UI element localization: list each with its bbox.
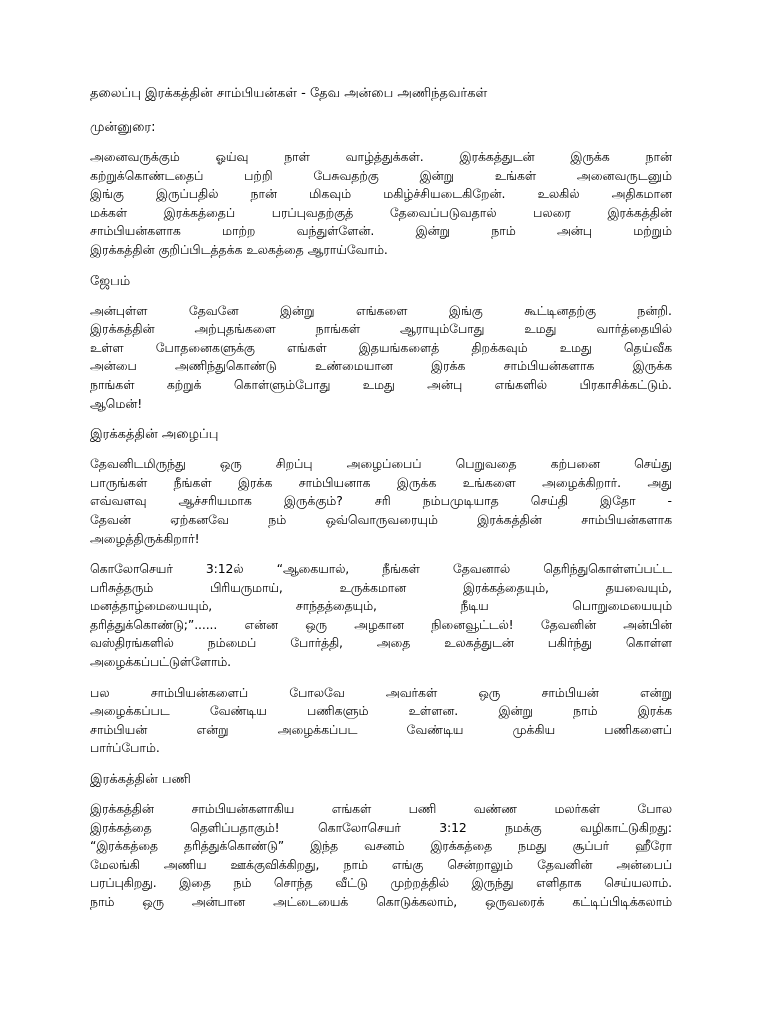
- text-line: பரிசுத்தரும் பிரியருமாய், உருக்கமான இரக்கத்தையும், தயவையும்,: [90, 579, 672, 595]
- section-heading-introduction: முன்னுரை:: [90, 120, 156, 135]
- text-line: அன்பை அணிந்துகொண்டு உண்மையான இரக்க சாம்பியன்களாக இருக்க: [90, 358, 672, 374]
- text-line: அழைத்திருக்கிறார்!: [90, 530, 200, 546]
- text-line: எவ்வளவு ஆச்சரியமாக இருக்கும்? சரி நம்பமுடியாத செய்தி இதோ -: [90, 493, 672, 509]
- text-line: உள்ள போதனைகளுக்கு எங்கள் இதயங்களைத் திறக்கவும் உமது தெய்வீக: [90, 339, 672, 355]
- text-line: இரக்கத்தின் குறிப்பிடத்தக்க உலகத்தை ஆராய்வோம்.: [90, 241, 388, 257]
- text-line: பாருங்கள் நீங்கள் இரக்க சாம்பியனாக இருக்க உங்களை அழைக்கிறார். அது: [90, 474, 672, 490]
- section-heading-call: இரக்கத்தின் அழைப்பு: [90, 427, 219, 443]
- text-line: “இரக்கத்தை தரித்துக்கொண்டு” இந்த வசனம் இரக்கத்தை நமது சூப்பர் ஹீரோ: [90, 838, 672, 854]
- text-line: இரக்கத்தின் அற்புதங்களை நாங்கள் ஆராயும்போது உமது வார்த்தையில்: [90, 321, 672, 337]
- section-heading-mission: இரக்கத்தின் பணி: [90, 772, 191, 788]
- text-line: அழைக்கப்பட்டுள்ளோம்.: [90, 654, 232, 670]
- text-line: கற்றுக்கொண்டதைப் பற்றி பேசுவதற்கு இன்று உங்கள் அனைவருடனும்: [90, 167, 672, 183]
- text-line: இங்கு இருப்பதில் நான் மிகவும் மகிழ்ச்சியடைகிறேன். உலகில் அதிகமான: [90, 186, 672, 202]
- text-line: அழைக்கப்பட வேண்டிய பணிகளும் உள்ளன. இன்று நாம் இரக்க: [90, 703, 672, 719]
- text-line: வஸ்திரங்களில் நம்மைப் போர்த்தி, அதை உலகத்துடன் பகிர்ந்து கொள்ள: [90, 635, 672, 651]
- text-line: மேலங்கி அணிய ஊக்குவிக்கிறது, நாம் எங்கு சென்றாலும் தேவனின் அன்பைப்: [90, 856, 672, 872]
- text-line: பரப்புகிறது. இதை நம் சொந்த வீட்டு முற்றத்தில் இருந்து எளிதாக செய்யலாம்.: [90, 875, 672, 891]
- text-line: மக்கள் இரக்கத்தைப் பரப்புவதற்குத் தேவைப்படுவதால் பலரை இரக்கத்தின்: [90, 204, 672, 220]
- paragraph-prayer: [90, 302, 672, 414]
- text-line: நாங்கள் கற்றுக் கொள்ளும்போது உமது அன்பு எங்களில் பிரகாசிக்கட்டும்.: [90, 376, 672, 392]
- paragraph-call-1: [90, 455, 672, 548]
- text-line: பல சாம்பியன்களைப் போலவே அவர்கள் ஒரு சாம்பியன் என்று: [90, 684, 672, 700]
- text-line: அனைவருக்கும் ஓய்வு நாள் வாழ்த்துக்கள். இரக்கத்துடன் இருக்க நான்: [90, 149, 672, 164]
- document-page: [90, 84, 672, 924]
- text-line: மனத்தாழ்மையையும், சாந்தத்தையும், நீடிய பொறுமையையும்: [90, 598, 672, 614]
- paragraph-mission: [90, 800, 672, 912]
- text-line: சாம்பியன்களாக மாற்ற வந்துள்ளேன். இன்று நாம் அன்பு மற்றும்: [90, 223, 672, 239]
- text-line: கொலோசெயர் 3:12ல் “ஆகையால், நீங்கள் தேவனால் தெரிந்துகொள்ளப்பட்ட: [90, 561, 672, 577]
- text-line: தரித்துக்கொண்டு;”...... என்ன ஒரு அழகான நினைவூட்டல்! தேவனின் அன்பின்: [90, 616, 672, 632]
- text-line: தேவன் ஏற்கனவே நம் ஒவ்வொருவரையும் இரக்கத்தின் சாம்பியன்களாக: [90, 511, 672, 527]
- text-line: தேவனிடமிருந்து ஒரு சிறப்பு அழைப்பைப் பெறுவதை கற்பனை செய்து: [90, 456, 672, 472]
- text-line: பார்ப்போம்.: [90, 740, 160, 756]
- paragraph-call-2: [90, 560, 672, 672]
- text-line: அன்புள்ள தேவனே இன்று எங்களை இங்கு கூட்டினதற்கு நன்றி.: [90, 302, 672, 318]
- text-line: இரக்கத்தின் சாம்பியன்களாகிய எங்கள் பணி வண்ண மலர்கள் போல: [90, 801, 672, 817]
- paragraph-call-3: [90, 684, 672, 758]
- text-line: ஆமென்!: [90, 395, 143, 411]
- text-line: இரக்கத்தை தெளிப்பதாகும்! கொலோசெயர் 3:12 நமக்கு வழிகாட்டுகிறது:: [90, 819, 672, 835]
- paragraph-introduction: [90, 148, 672, 260]
- document-title: தலைப்பு இரக்கத்தின் சாம்பியன்கள் - தேவ அன்பை அணிந்தவர்கள்: [90, 86, 488, 101]
- section-heading-prayer: ஜேபம்: [90, 273, 131, 289]
- text-line: சாம்பியன் என்று அழைக்கப்பட வேண்டிய முக்கிய பணிகளைப்: [90, 721, 672, 737]
- text-line: நாம் ஒரு அன்பான அட்டையைக் கொடுக்கலாம், ஒருவரைக் கட்டிப்பிடிக்கலாம்: [90, 894, 672, 909]
